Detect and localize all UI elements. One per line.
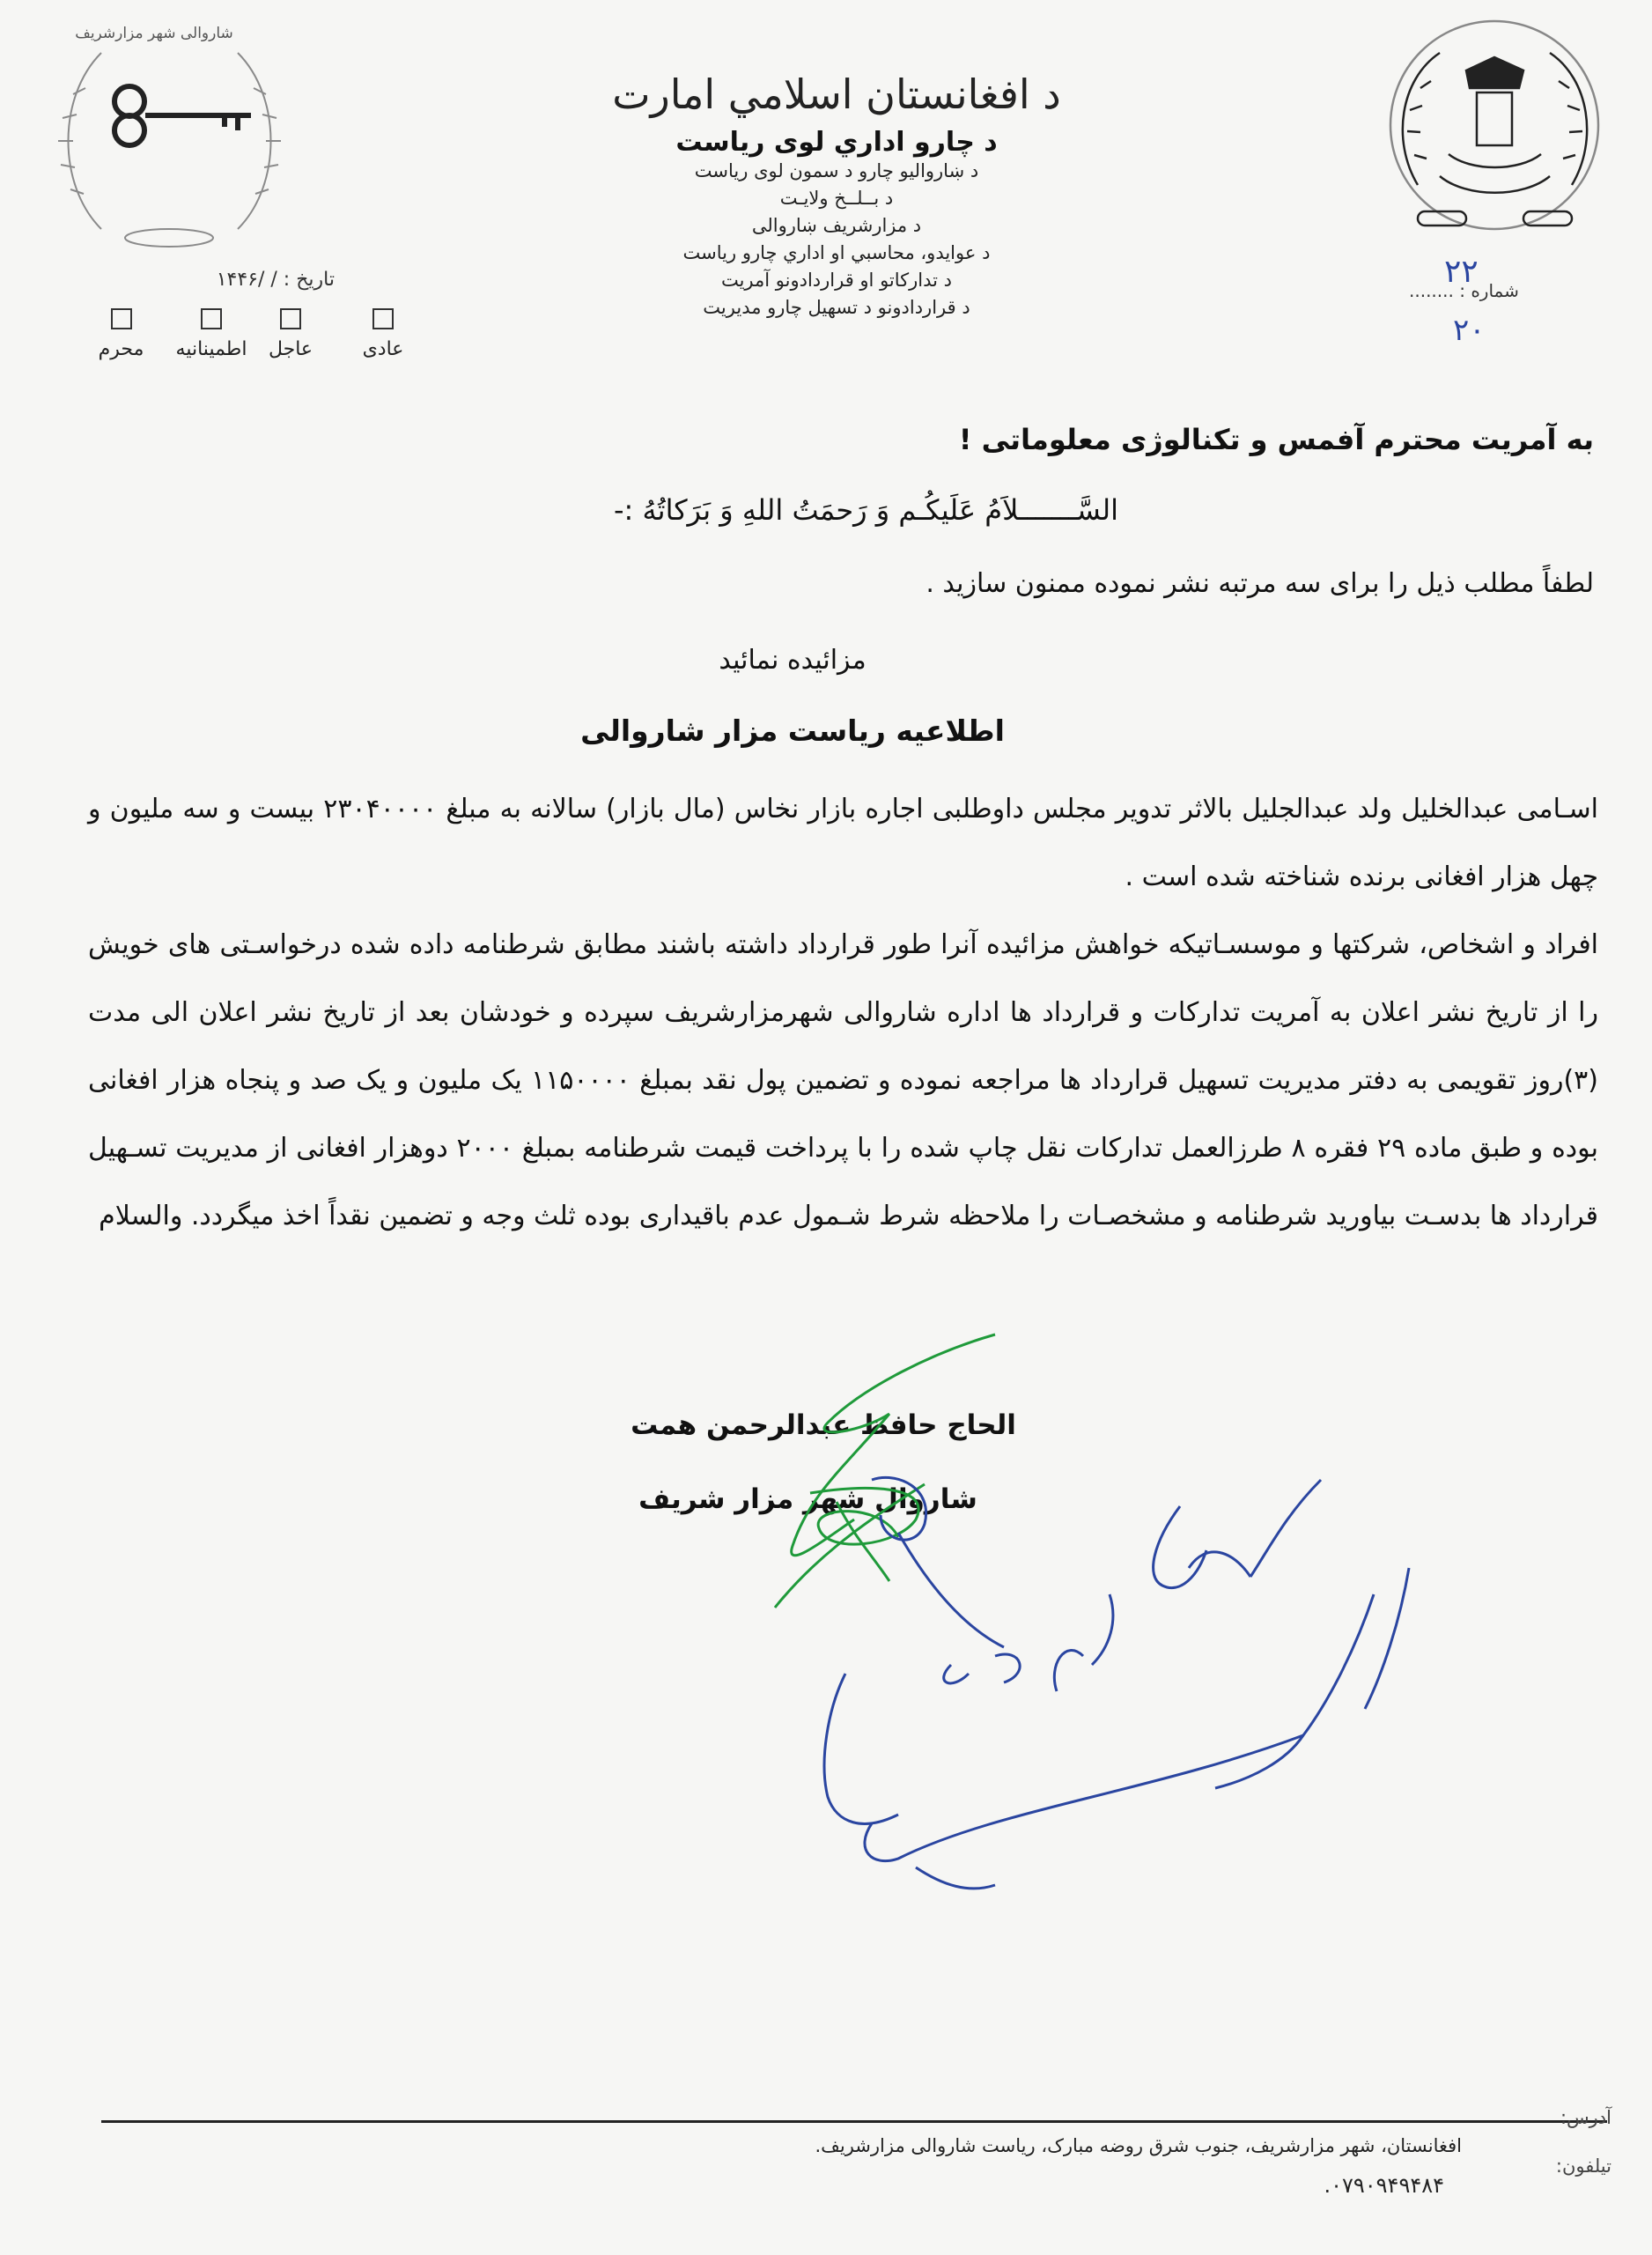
number-handwritten-sub: ۲۰ (1453, 313, 1486, 348)
checkbox-label: محرم (98, 338, 144, 360)
notice-paragraph: افراد و اشخاص، شرکتها و موسسـاتیکه خواهش مزائیده آنرا طور قرارداد داشته باشند مطابق شرطنامه داده شده درخواسـتی های خویش را از تاریخ نشر اعلان به آمریت تدارکات و قرارداد ها اداره شاروالی شهرمزارشریف سپرده و خودشان بعد از تاریخ نشر اعلان الی مدت (۳)روز تقویمی به دفتر مدیریت تسهیل قرارداد ها مراجعه نموده و تضمین پول نقد بمبلغ ۱۱۵۰۰۰۰ یک ملیون و یک صد و پنجاه هزار افغانی بوده و طبق ماده ۲۹ فقره ۸ طرزالعمل تدارکات نقل چاپ شده را با پرداخت قیمت شرطنامه بمبلغ ۲۰۰۰ دوهزار افغانی از مدیریت تسـهیل قرارداد ها بدسـت بیاورید شرطنامه و مشخصـات را ملاحظه شرط شـمول عدم باقیداری بوده ثلث وجه و تضمین نقداً اخذ میگردد. والسلام (88, 929, 1599, 1231)
auction-heading: مزائیده نمائید (719, 645, 867, 676)
checkbox-box[interactable] (372, 308, 394, 329)
emirate-seal (1378, 9, 1611, 242)
signer-name: الحاج حافظ عبدالرحمن همت (631, 1409, 1016, 1441)
checkbox-box[interactable] (280, 308, 301, 329)
checkbox-urgent[interactable] (251, 308, 330, 360)
letterhead-line: د ښاروالیو چارو د سمون لوی ریاست (694, 160, 979, 181)
checkbox-label: عادی (362, 338, 404, 360)
letterhead-calligraphy: د افغانستان اسلامي امارت (612, 70, 1061, 118)
address-label: آدرس: (1560, 2107, 1611, 2128)
priority-checkboxes (79, 308, 404, 388)
seal-caption: شاروالی شهر مزارشریف (75, 25, 233, 42)
addressee-line: به آمریت محترم آفمس و تکنالوژی معلوماتی ! (958, 423, 1594, 456)
checkbox-normal[interactable] (326, 308, 440, 360)
signer-title: شاروال شهر مزار شریف (638, 1483, 977, 1515)
checkbox-label: اطمینانیه (175, 338, 247, 360)
salutation: السَّـــــــلاَمُ عَلَيكُـم وَ رَحمَتُ اللهِ وَ بَرَکاتُهُ :- (614, 493, 1118, 527)
number-handwritten: ۲۲ (1444, 254, 1479, 290)
phone-label: تیلفون: (1555, 2155, 1611, 2177)
letterhead (581, 70, 1092, 322)
request-line: لطفاً مطلب ذیل را برای سه مرتبه نشر نموده ممنون سازید . (926, 568, 1594, 599)
checkbox-label: عاجل (268, 338, 313, 360)
letterhead-line: د تدارکاتو او قراردادونو آمریت (720, 270, 953, 291)
checkbox-assurance[interactable] (163, 308, 260, 360)
number-field-label: شماره : ........ (1409, 280, 1519, 301)
municipality-seal (48, 18, 291, 255)
phone-number: ۰۷۹۰۹۴۹۴۸۴. (1324, 2173, 1444, 2198)
letterhead-line: د مزارشریف ښاروالی (751, 215, 922, 236)
notice-title: اطلاعیه ریاست مزار شاروالی (580, 713, 1005, 748)
notice-body (88, 775, 1598, 1250)
letterhead-line: د عوایدو، محاسبي او اداري چارو ریاست (682, 242, 991, 263)
checkbox-box[interactable] (201, 308, 222, 329)
address-text: افغانستان، شهر مزارشریف، جنوب شرق روضه مبارک، ریاست شاروالی مزارشریف. (815, 2135, 1462, 2156)
letterhead-line: د بــلــخ ولایـت (779, 188, 894, 209)
checkbox-box[interactable] (111, 308, 132, 329)
blue-handwritten-annotation (793, 1445, 1479, 1938)
checkbox-confidential[interactable] (79, 308, 163, 360)
letterhead-line: د قراردادونو د تسهیل چارو مدیریت (703, 297, 970, 318)
footer-divider (101, 2120, 1607, 2123)
date-field: تاریخ : / /۱۴۴۶ (216, 269, 335, 291)
letterhead-main-title: د چارو اداري لوی ریاست (675, 127, 998, 158)
notice-paragraph: اسـامی عبدالخلیل ولد عبدالجلیل بالاثر تدویر مجلس داوطلبی اجاره بازار نخاس (مال بازار) سالانه به مبلغ ۲۳۰۴۰۰۰۰ بیست و سه ملیون و چهل هزار افغانی برنده شناخته شده است . (88, 794, 1599, 892)
